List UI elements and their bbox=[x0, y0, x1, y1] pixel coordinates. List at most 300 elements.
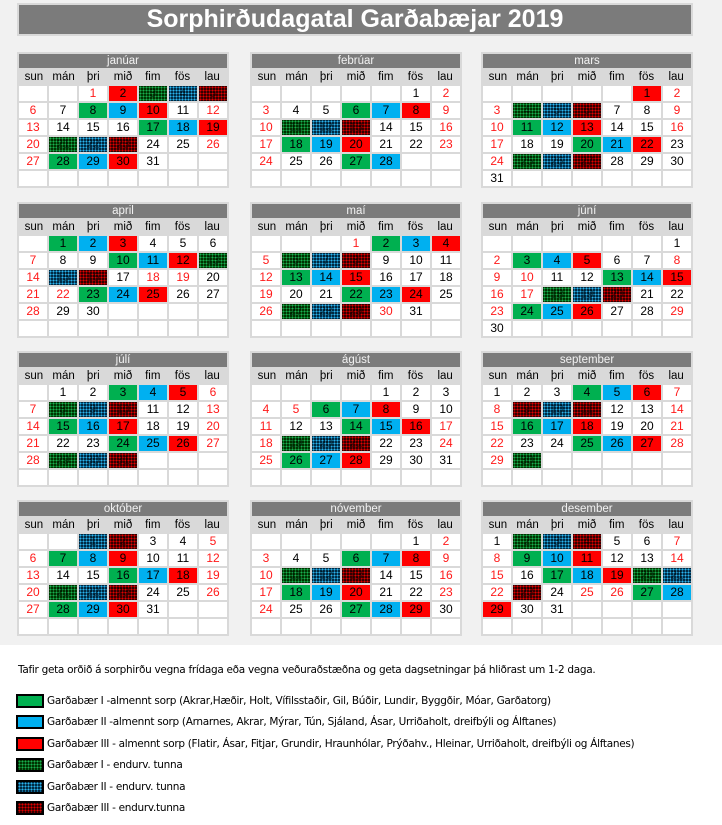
weekday-label: þri bbox=[86, 221, 100, 233]
day-cell: 17 bbox=[483, 137, 511, 152]
weekday-header bbox=[252, 516, 460, 534]
day-grid bbox=[483, 534, 691, 634]
empty-cell bbox=[663, 453, 691, 468]
day-cell: 16 bbox=[432, 568, 460, 583]
day-cell: 21 bbox=[312, 287, 340, 302]
day-cell: 25 bbox=[543, 304, 571, 319]
empty-cell bbox=[49, 86, 77, 101]
weekday-label: mán bbox=[52, 370, 75, 382]
legend-item bbox=[16, 712, 634, 734]
empty-cell bbox=[633, 602, 661, 617]
delay-note: Tafir geta orðið á sorphirðu vegna frídaga eða vegna veðuraðstæðna og geta dagsetningar þá hliðrast um 1-2 daga. bbox=[18, 664, 596, 676]
weekday-label: lau bbox=[204, 370, 220, 382]
weekday-label: mið bbox=[577, 370, 597, 382]
day-cell: 27 bbox=[282, 304, 310, 319]
empty-cell bbox=[603, 236, 631, 251]
day-cell: 6 bbox=[199, 236, 227, 251]
day-cell: 10 bbox=[109, 402, 137, 417]
day-cell: 25 bbox=[169, 585, 197, 600]
day-cell: 12 bbox=[199, 551, 227, 566]
empty-cell bbox=[603, 453, 631, 468]
day-cell: 1 bbox=[79, 86, 107, 101]
day-cell: 10 bbox=[432, 402, 460, 417]
empty-cell bbox=[543, 619, 571, 634]
legend-item bbox=[16, 755, 634, 777]
day-cell: 18 bbox=[169, 568, 197, 583]
day-cell: 24 bbox=[543, 436, 571, 451]
day-cell: 22 bbox=[483, 436, 511, 451]
day-cell: 10 bbox=[252, 120, 280, 135]
day-cell: 15 bbox=[483, 568, 511, 583]
day-cell: 27 bbox=[199, 436, 227, 451]
month-9 bbox=[17, 500, 229, 636]
day-cell: 27 bbox=[633, 436, 661, 451]
empty-cell bbox=[603, 86, 631, 101]
day-cell: 1 bbox=[372, 385, 400, 400]
weekday-label: sun bbox=[24, 370, 44, 382]
day-cell: 20 bbox=[19, 137, 47, 152]
legend-item bbox=[16, 690, 634, 712]
day-cell: 24 bbox=[109, 436, 137, 451]
day-cell: 1 bbox=[633, 86, 661, 101]
day-cell: 24 bbox=[483, 154, 511, 169]
weekday-header bbox=[483, 516, 691, 534]
weekday-label: sun bbox=[488, 221, 508, 233]
weekday-label: þri bbox=[319, 221, 333, 233]
day-cell: 25 bbox=[573, 436, 601, 451]
empty-cell bbox=[282, 385, 310, 400]
day-cell: 9 bbox=[432, 103, 460, 118]
weekday-label: mán bbox=[285, 71, 308, 83]
day-cell: 9 bbox=[663, 103, 691, 118]
weekday-header bbox=[19, 367, 227, 385]
empty-cell bbox=[432, 619, 460, 634]
day-cell: 10 bbox=[513, 270, 541, 285]
empty-cell bbox=[109, 304, 137, 319]
day-cell: 6 bbox=[19, 103, 47, 118]
day-cell: 15 bbox=[49, 270, 77, 285]
day-cell: 30 bbox=[79, 304, 107, 319]
day-cell: 31 bbox=[432, 453, 460, 468]
weekday-label: þri bbox=[550, 71, 564, 83]
empty-cell bbox=[543, 470, 571, 485]
weekday-header bbox=[19, 218, 227, 236]
day-cell: 20 bbox=[199, 270, 227, 285]
day-cell: 15 bbox=[49, 419, 77, 434]
day-cell: 28 bbox=[633, 304, 661, 319]
empty-cell bbox=[432, 154, 460, 169]
day-cell: 27 bbox=[342, 154, 370, 169]
day-cell: 10 bbox=[109, 253, 137, 268]
day-cell: 2 bbox=[79, 385, 107, 400]
empty-cell bbox=[282, 470, 310, 485]
day-cell: 8 bbox=[663, 253, 691, 268]
weekday-label: fös bbox=[407, 370, 424, 382]
day-cell: 31 bbox=[139, 602, 167, 617]
day-cell: 8 bbox=[49, 402, 77, 417]
empty-cell bbox=[109, 171, 137, 186]
empty-cell bbox=[603, 171, 631, 186]
weekday-label: þri bbox=[319, 519, 333, 531]
day-cell: 17 bbox=[402, 270, 430, 285]
day-cell: 12 bbox=[282, 419, 310, 434]
day-cell: 21 bbox=[342, 436, 370, 451]
empty-cell bbox=[342, 619, 370, 634]
day-cell: 13 bbox=[19, 120, 47, 135]
day-cell: 3 bbox=[109, 236, 137, 251]
day-cell: 1 bbox=[402, 534, 430, 549]
day-cell: 13 bbox=[633, 551, 661, 566]
month-10 bbox=[250, 500, 462, 636]
day-cell: 26 bbox=[169, 287, 197, 302]
day-cell: 5 bbox=[312, 551, 340, 566]
legend-item bbox=[16, 733, 634, 755]
day-cell: 22 bbox=[483, 585, 511, 600]
day-cell: 20 bbox=[199, 419, 227, 434]
day-cell: 10 bbox=[402, 253, 430, 268]
day-cell: 16 bbox=[109, 120, 137, 135]
weekday-label: þri bbox=[319, 370, 333, 382]
weekday-label: fös bbox=[407, 71, 424, 83]
day-cell: 1 bbox=[483, 534, 511, 549]
day-cell: 11 bbox=[513, 120, 541, 135]
day-cell: 8 bbox=[402, 103, 430, 118]
day-cell: 4 bbox=[543, 253, 571, 268]
empty-cell bbox=[663, 619, 691, 634]
empty-cell bbox=[79, 321, 107, 336]
day-cell: 18 bbox=[513, 137, 541, 152]
empty-cell bbox=[402, 171, 430, 186]
day-cell: 26 bbox=[169, 436, 197, 451]
day-cell: 12 bbox=[312, 568, 340, 583]
empty-cell bbox=[169, 171, 197, 186]
day-cell: 30 bbox=[432, 602, 460, 617]
day-cell: 21 bbox=[603, 137, 631, 152]
day-cell: 9 bbox=[372, 253, 400, 268]
weekday-label: lau bbox=[204, 221, 220, 233]
empty-cell bbox=[139, 304, 167, 319]
empty-cell bbox=[663, 470, 691, 485]
empty-cell bbox=[573, 453, 601, 468]
day-cell: 13 bbox=[282, 270, 310, 285]
empty-cell bbox=[633, 470, 661, 485]
day-cell: 13 bbox=[573, 120, 601, 135]
day-cell: 12 bbox=[252, 270, 280, 285]
day-grid bbox=[19, 534, 227, 634]
day-cell: 17 bbox=[432, 419, 460, 434]
empty-cell bbox=[603, 619, 631, 634]
empty-cell bbox=[432, 304, 460, 319]
day-cell: 9 bbox=[483, 270, 511, 285]
day-cell: 17 bbox=[543, 419, 571, 434]
day-cell: 30 bbox=[109, 154, 137, 169]
weekday-label: mán bbox=[285, 370, 308, 382]
empty-cell bbox=[543, 86, 571, 101]
empty-cell bbox=[252, 236, 280, 251]
weekday-label: fim bbox=[378, 221, 394, 233]
day-cell: 20 bbox=[603, 287, 631, 302]
day-cell: 3 bbox=[139, 534, 167, 549]
empty-cell bbox=[199, 321, 227, 336]
weekday-label: þri bbox=[550, 519, 564, 531]
weekday-label: mán bbox=[52, 519, 75, 531]
weekday-label: fös bbox=[174, 221, 191, 233]
empty-cell bbox=[573, 602, 601, 617]
empty-cell bbox=[342, 86, 370, 101]
empty-cell bbox=[19, 470, 47, 485]
empty-cell bbox=[49, 534, 77, 549]
weekday-label: þri bbox=[86, 71, 100, 83]
day-cell: 10 bbox=[139, 551, 167, 566]
empty-cell bbox=[372, 86, 400, 101]
legend-label: Garðabær II - endurv. tunna bbox=[47, 780, 186, 793]
empty-cell bbox=[483, 470, 511, 485]
empty-cell bbox=[663, 171, 691, 186]
empty-cell bbox=[252, 171, 280, 186]
day-cell: 25 bbox=[513, 154, 541, 169]
day-cell: 21 bbox=[663, 568, 691, 583]
day-cell: 16 bbox=[79, 270, 107, 285]
empty-cell bbox=[139, 619, 167, 634]
day-cell: 20 bbox=[633, 419, 661, 434]
weekday-label: sun bbox=[488, 519, 508, 531]
day-cell: 13 bbox=[603, 270, 631, 285]
day-cell: 22 bbox=[663, 287, 691, 302]
day-cell: 22 bbox=[633, 137, 661, 152]
empty-cell bbox=[402, 619, 430, 634]
day-cell: 16 bbox=[109, 568, 137, 583]
day-cell: 2 bbox=[663, 86, 691, 101]
day-cell: 17 bbox=[252, 137, 280, 152]
day-cell: 5 bbox=[603, 534, 631, 549]
day-cell: 1 bbox=[342, 236, 370, 251]
weekday-label: þri bbox=[86, 519, 100, 531]
day-cell: 13 bbox=[342, 568, 370, 583]
month-name: maí bbox=[252, 204, 460, 218]
day-cell: 10 bbox=[543, 551, 571, 566]
day-cell: 7 bbox=[342, 402, 370, 417]
weekday-header bbox=[19, 68, 227, 86]
day-cell: 9 bbox=[109, 551, 137, 566]
empty-cell bbox=[573, 171, 601, 186]
empty-cell bbox=[573, 321, 601, 336]
day-cell: 28 bbox=[49, 602, 77, 617]
empty-cell bbox=[79, 470, 107, 485]
empty-cell bbox=[199, 154, 227, 169]
day-cell: 27 bbox=[573, 154, 601, 169]
empty-cell bbox=[282, 171, 310, 186]
day-cell: 19 bbox=[573, 287, 601, 302]
month-name: september bbox=[483, 353, 691, 367]
day-cell: 18 bbox=[432, 270, 460, 285]
empty-cell bbox=[543, 171, 571, 186]
empty-cell bbox=[139, 171, 167, 186]
empty-cell bbox=[19, 321, 47, 336]
day-cell: 26 bbox=[199, 137, 227, 152]
day-cell: 7 bbox=[49, 103, 77, 118]
day-cell: 24 bbox=[432, 436, 460, 451]
weekday-label: mán bbox=[52, 221, 75, 233]
day-cell: 6 bbox=[282, 253, 310, 268]
empty-cell bbox=[663, 321, 691, 336]
day-cell: 13 bbox=[199, 253, 227, 268]
day-cell: 16 bbox=[402, 419, 430, 434]
day-cell: 9 bbox=[79, 402, 107, 417]
day-cell: 12 bbox=[603, 402, 631, 417]
weekday-label: fim bbox=[609, 221, 625, 233]
empty-cell bbox=[603, 321, 631, 336]
day-cell: 23 bbox=[79, 287, 107, 302]
empty-cell bbox=[663, 602, 691, 617]
weekday-label: lau bbox=[437, 519, 453, 531]
weekday-header bbox=[19, 516, 227, 534]
day-cell: 19 bbox=[169, 270, 197, 285]
day-cell: 16 bbox=[483, 287, 511, 302]
day-cell: 14 bbox=[663, 551, 691, 566]
month-name: nóvember bbox=[252, 502, 460, 516]
weekday-label: lau bbox=[204, 71, 220, 83]
empty-cell bbox=[19, 171, 47, 186]
day-cell: 21 bbox=[19, 436, 47, 451]
month-name: janúar bbox=[19, 54, 227, 68]
day-grid bbox=[252, 385, 460, 485]
day-cell: 26 bbox=[312, 602, 340, 617]
day-cell: 4 bbox=[432, 236, 460, 251]
weekday-label: lau bbox=[437, 221, 453, 233]
weekday-label: mið bbox=[346, 370, 366, 382]
day-cell: 25 bbox=[573, 585, 601, 600]
empty-cell bbox=[342, 171, 370, 186]
empty-cell bbox=[312, 385, 340, 400]
day-grid bbox=[252, 534, 460, 634]
empty-cell bbox=[169, 321, 197, 336]
day-cell: 19 bbox=[169, 419, 197, 434]
legend-swatch-icon bbox=[16, 801, 44, 815]
empty-cell bbox=[49, 171, 77, 186]
day-cell: 3 bbox=[402, 236, 430, 251]
day-cell: 29 bbox=[633, 154, 661, 169]
page-title: Sorphirðudagatal Garðabæjar 2019 bbox=[17, 3, 693, 36]
day-cell: 11 bbox=[169, 551, 197, 566]
day-grid bbox=[483, 385, 691, 485]
empty-cell bbox=[633, 619, 661, 634]
weekday-label: fös bbox=[174, 71, 191, 83]
day-cell: 21 bbox=[49, 137, 77, 152]
day-cell: 16 bbox=[372, 270, 400, 285]
weekday-label: þri bbox=[86, 370, 100, 382]
day-cell: 6 bbox=[19, 551, 47, 566]
empty-cell bbox=[432, 470, 460, 485]
empty-cell bbox=[573, 619, 601, 634]
day-cell: 29 bbox=[372, 453, 400, 468]
day-cell: 6 bbox=[312, 402, 340, 417]
month-name: júlí bbox=[19, 353, 227, 367]
day-cell: 7 bbox=[49, 551, 77, 566]
weekday-label: mán bbox=[285, 519, 308, 531]
day-cell: 2 bbox=[513, 534, 541, 549]
weekday-label: mið bbox=[577, 519, 597, 531]
empty-cell bbox=[49, 470, 77, 485]
empty-cell bbox=[342, 321, 370, 336]
weekday-label: fim bbox=[609, 370, 625, 382]
day-cell: 6 bbox=[633, 385, 661, 400]
day-cell: 6 bbox=[603, 253, 631, 268]
empty-cell bbox=[199, 453, 227, 468]
day-cell: 24 bbox=[252, 602, 280, 617]
empty-cell bbox=[573, 86, 601, 101]
day-cell: 3 bbox=[543, 534, 571, 549]
day-cell: 5 bbox=[603, 385, 631, 400]
weekday-label: fös bbox=[407, 221, 424, 233]
empty-cell bbox=[312, 236, 340, 251]
empty-cell bbox=[312, 321, 340, 336]
weekday-label: fim bbox=[378, 370, 394, 382]
day-cell: 29 bbox=[79, 602, 107, 617]
day-cell: 19 bbox=[282, 436, 310, 451]
day-cell: 3 bbox=[139, 86, 167, 101]
empty-cell bbox=[282, 236, 310, 251]
day-cell: 5 bbox=[543, 103, 571, 118]
legend-label: Garðabær III - endurv.tunna bbox=[47, 802, 186, 815]
empty-cell bbox=[169, 470, 197, 485]
day-cell: 30 bbox=[513, 602, 541, 617]
day-cell: 17 bbox=[139, 568, 167, 583]
weekday-label: mán bbox=[516, 221, 539, 233]
day-cell: 13 bbox=[633, 402, 661, 417]
day-cell: 10 bbox=[483, 120, 511, 135]
day-cell: 3 bbox=[109, 385, 137, 400]
day-cell: 10 bbox=[252, 568, 280, 583]
day-cell: 21 bbox=[372, 137, 400, 152]
empty-cell bbox=[312, 171, 340, 186]
day-cell: 19 bbox=[252, 287, 280, 302]
day-cell: 21 bbox=[633, 287, 661, 302]
day-cell: 26 bbox=[282, 453, 310, 468]
day-cell: 24 bbox=[109, 287, 137, 302]
day-cell: 28 bbox=[603, 154, 631, 169]
month-7 bbox=[250, 351, 462, 487]
weekday-label: fim bbox=[378, 71, 394, 83]
day-cell: 31 bbox=[543, 602, 571, 617]
day-cell: 8 bbox=[372, 402, 400, 417]
empty-cell bbox=[633, 321, 661, 336]
day-cell: 31 bbox=[402, 304, 430, 319]
day-cell: 4 bbox=[573, 385, 601, 400]
day-cell: 4 bbox=[252, 402, 280, 417]
day-cell: 2 bbox=[372, 236, 400, 251]
day-cell: 18 bbox=[573, 419, 601, 434]
day-cell: 20 bbox=[342, 585, 370, 600]
day-cell: 5 bbox=[169, 236, 197, 251]
month-0 bbox=[17, 52, 229, 188]
day-cell: 11 bbox=[139, 253, 167, 268]
weekday-label: lau bbox=[437, 71, 453, 83]
day-cell: 12 bbox=[603, 551, 631, 566]
month-3 bbox=[17, 202, 229, 338]
empty-cell bbox=[199, 470, 227, 485]
empty-cell bbox=[199, 171, 227, 186]
empty-cell bbox=[109, 619, 137, 634]
day-cell: 24 bbox=[139, 585, 167, 600]
day-cell: 14 bbox=[19, 270, 47, 285]
day-cell: 1 bbox=[49, 236, 77, 251]
day-cell: 28 bbox=[19, 453, 47, 468]
day-cell: 14 bbox=[49, 568, 77, 583]
weekday-label: sun bbox=[257, 71, 277, 83]
day-cell: 7 bbox=[633, 253, 661, 268]
day-cell: 19 bbox=[312, 585, 340, 600]
day-cell: 16 bbox=[513, 568, 541, 583]
